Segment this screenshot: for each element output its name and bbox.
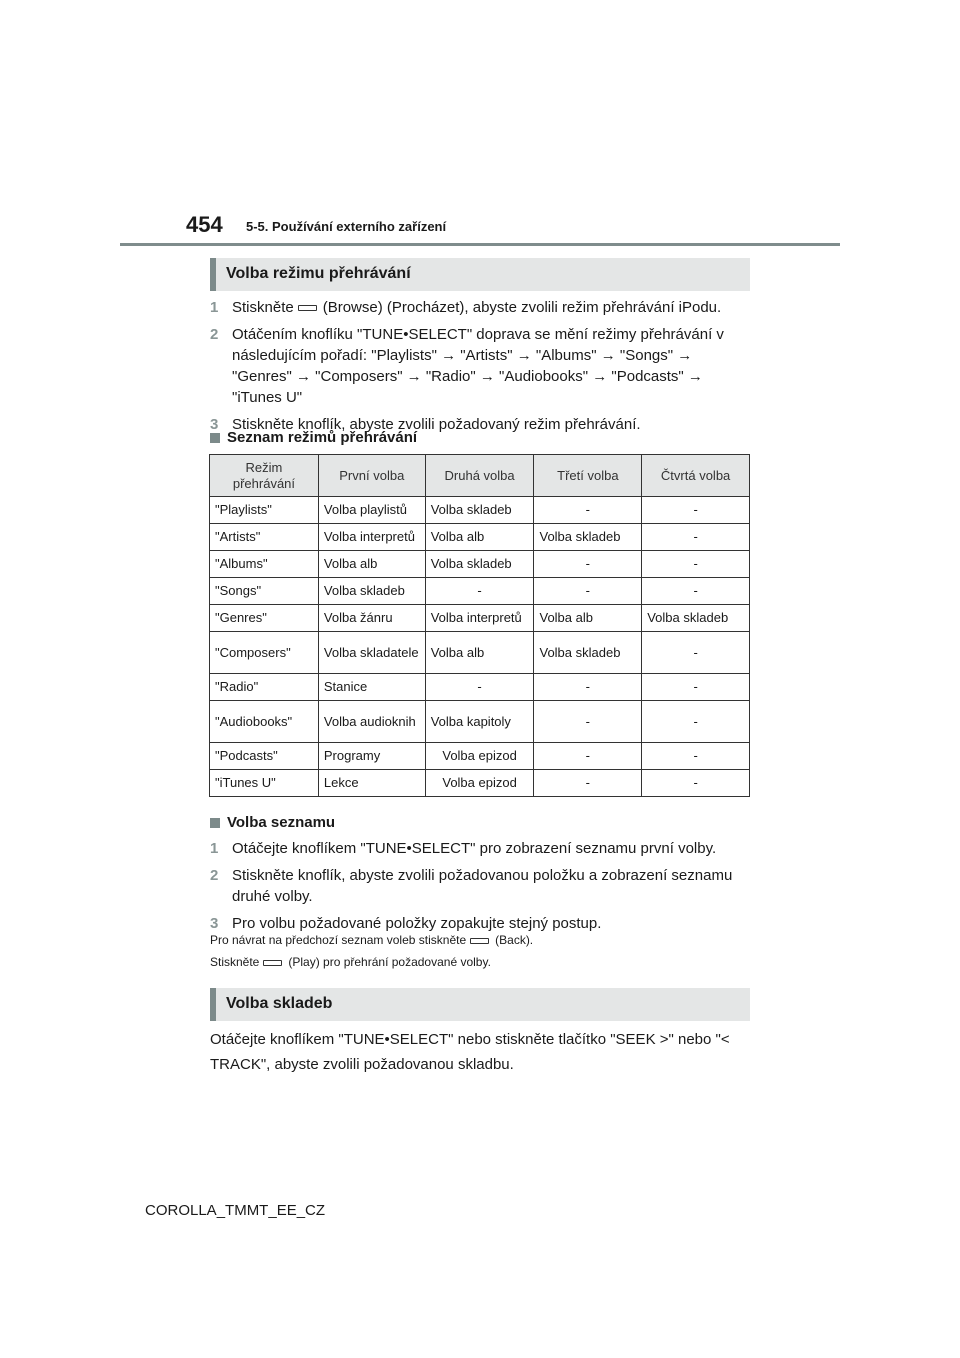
table-header-cell: Čtvrtá volba	[642, 455, 750, 497]
table-cell: -	[534, 701, 642, 743]
table-cell: -	[534, 674, 642, 701]
table-cell: -	[534, 743, 642, 770]
table-cell: Volba audioknih	[318, 701, 425, 743]
step-number: 2	[210, 867, 219, 884]
step-text: Otáčejte knoflíkem "TUNE•SELECT" pro zobrazení seznamu první volby.	[232, 840, 717, 857]
header-divider	[120, 243, 840, 246]
table-cell: Volba skladeb	[534, 632, 642, 674]
table-cell: Volba alb	[425, 632, 534, 674]
table-cell: Volba interpretů	[425, 605, 534, 632]
table-row	[210, 578, 750, 605]
step-text: Pro volbu požadované položky zopakujte stejný postup.	[232, 915, 602, 932]
table-cell: "Songs"	[210, 578, 319, 605]
table-cell: Volba skladeb	[318, 578, 425, 605]
step-3	[210, 913, 752, 934]
mode-list-heading-text: Seznam režimů přehrávání	[227, 429, 418, 446]
step-number: 2	[210, 326, 219, 343]
playback-mode-table	[209, 454, 750, 797]
square-bullet-icon	[210, 433, 220, 443]
table-cell: "Albums"	[210, 551, 319, 578]
list-select-heading	[210, 814, 335, 831]
table-cell: -	[425, 578, 534, 605]
track-select-text: Otáčejte knoflíkem "TUNE•SELECT" nebo stiskněte tlačítko "SEEK >" nebo "< TRACK", abyste zvolili požadovanou skladbu.	[210, 1031, 730, 1073]
table-header-row	[210, 455, 750, 497]
table-row	[210, 674, 750, 701]
table-cell: Volba epizod	[425, 770, 534, 797]
table-header-cell: Druhá volba	[425, 455, 534, 497]
table-cell: Volba kapitoly	[425, 701, 534, 743]
table-cell: Volba skladeb	[534, 524, 642, 551]
table-cell: "iTunes U"	[210, 770, 319, 797]
table-cell: -	[642, 524, 750, 551]
table-row	[210, 632, 750, 674]
table-cell: -	[534, 551, 642, 578]
table-cell: "Radio"	[210, 674, 319, 701]
table-cell: Volba epizod	[425, 743, 534, 770]
table-cell: -	[642, 497, 750, 524]
table-cell: "Composers"	[210, 632, 319, 674]
table-cell: "Audiobooks"	[210, 701, 319, 743]
table-cell: Volba playlistů	[318, 497, 425, 524]
table-cell: Volba alb	[425, 524, 534, 551]
step-text-pre: Stiskněte	[232, 299, 294, 316]
step-2	[210, 324, 752, 408]
mode-list-heading	[210, 429, 417, 446]
table-cell: -	[642, 674, 750, 701]
table-cell: -	[642, 701, 750, 743]
footer-code: COROLLA_TMMT_EE_CZ	[145, 1202, 326, 1219]
table-cell: -	[642, 743, 750, 770]
step-text: Otáčením knoflíku "TUNE•SELECT" doprava se mění režimy přehrávání v následujícím pořadí: "Playlists" → "Artists" → "Albums" → "Songs" → "Genres" → "Composers" → "Radio" → "Audiobooks" → "Podcasts" → "iTunes U"	[232, 326, 724, 406]
step-number: 3	[210, 416, 219, 433]
note-back-post: (Back).	[495, 933, 534, 947]
table-header-cell: Režim přehrávání	[210, 455, 319, 497]
note-back-pre: Pro návrat na předchozí seznam voleb stiskněte	[210, 933, 467, 947]
table-cell: Stanice	[318, 674, 425, 701]
table-cell: Volba skladeb	[425, 497, 534, 524]
step-2	[210, 865, 752, 907]
note-back	[210, 933, 533, 947]
track-select-heading	[210, 988, 750, 1021]
table-cell: -	[425, 674, 534, 701]
table-header-cell: Třetí volba	[534, 455, 642, 497]
table-row	[210, 497, 750, 524]
back-button-icon	[470, 938, 489, 944]
table-row	[210, 770, 750, 797]
table-cell: "Playlists"	[210, 497, 319, 524]
table-cell: Volba skladeb	[425, 551, 534, 578]
table-cell: -	[534, 578, 642, 605]
list-select-heading-text: Volba seznamu	[227, 814, 336, 831]
table-row	[210, 743, 750, 770]
table-cell: Volba alb	[534, 605, 642, 632]
track-select-heading-text: Volba skladeb	[226, 995, 333, 1012]
note-play-post: (Play) pro přehrání požadované volby.	[288, 955, 491, 969]
note-play	[210, 955, 491, 969]
table-cell: -	[534, 497, 642, 524]
playback-mode-steps	[210, 297, 752, 441]
step-1	[210, 838, 752, 859]
table-row	[210, 701, 750, 743]
table-row	[210, 605, 750, 632]
playback-mode-heading-text: Volba režimu přehrávání	[226, 265, 411, 282]
table-cell: -	[534, 770, 642, 797]
table-row	[210, 524, 750, 551]
step-number: 1	[210, 299, 219, 316]
table-cell: -	[642, 770, 750, 797]
playback-mode-heading	[210, 258, 750, 291]
table-cell: Volba žánru	[318, 605, 425, 632]
section-title: 5-5. Používání externího zařízení	[246, 219, 447, 234]
table-cell: Volba interpretů	[318, 524, 425, 551]
table-cell: Programy	[318, 743, 425, 770]
table-cell: "Podcasts"	[210, 743, 319, 770]
square-bullet-icon	[210, 818, 220, 828]
play-button-icon	[263, 960, 282, 966]
browse-button-icon	[298, 305, 317, 311]
table-cell: -	[642, 632, 750, 674]
table-cell: -	[642, 551, 750, 578]
table-row	[210, 551, 750, 578]
table-cell: Volba alb	[318, 551, 425, 578]
page-number: 454	[186, 212, 223, 237]
step-text: Stiskněte knoflík, abyste zvolili požadovaný režim přehrávání.	[232, 416, 641, 433]
table-cell: Volba skladatele	[318, 632, 425, 674]
step-number: 1	[210, 840, 219, 857]
step-number: 3	[210, 915, 219, 932]
table-cell: Volba skladeb	[642, 605, 750, 632]
table-cell: "Genres"	[210, 605, 319, 632]
table-cell: "Artists"	[210, 524, 319, 551]
table-cell: -	[642, 578, 750, 605]
step-text-post: (Browse) (Procházet), abyste zvolili režim přehrávání iPodu.	[322, 299, 722, 316]
table-header-cell: První volba	[318, 455, 425, 497]
list-select-steps	[210, 838, 752, 940]
step-1	[210, 297, 752, 318]
note-play-pre: Stiskněte	[210, 955, 260, 969]
step-text: Stiskněte knoflík, abyste zvolili požadovanou položku a zobrazení seznamu druhé volby.	[232, 867, 733, 905]
table-cell: Lekce	[318, 770, 425, 797]
